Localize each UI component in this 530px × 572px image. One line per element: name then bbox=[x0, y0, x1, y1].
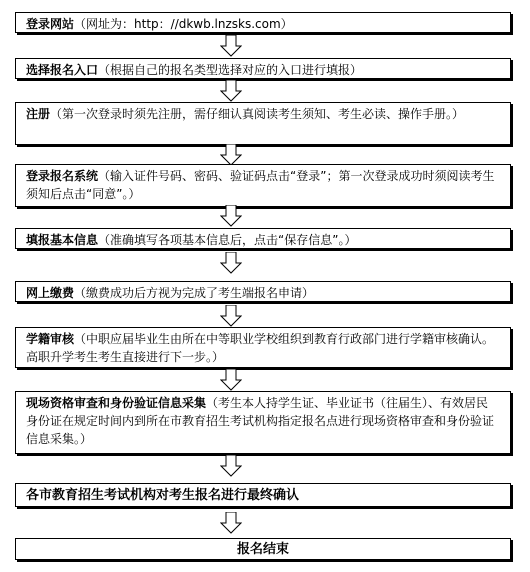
step-detail: （第一次登录时须先注册，需仔细认真阅读考生须知、考生必读、操作手册。） bbox=[50, 107, 465, 121]
step-title: 填报基本信息 bbox=[26, 233, 99, 247]
step-title: 网上缴费 bbox=[26, 286, 75, 300]
step-login-system bbox=[15, 164, 511, 207]
step-detail: （输入证件号码、密码、验证码点击“登录”；第一次登录成功时须阅读考生须知后点击“同意”。） bbox=[26, 169, 495, 201]
down-arrow-icon bbox=[220, 305, 242, 327]
step-login-website bbox=[15, 12, 511, 33]
down-arrow-icon bbox=[220, 80, 242, 102]
step-detail: （网址为：http：//dkwb.lnzsks.com） bbox=[74, 17, 293, 31]
down-arrow-icon bbox=[220, 144, 242, 166]
step-title: 登录报名系统 bbox=[26, 169, 99, 183]
step-title: 选择报名入口 bbox=[26, 63, 99, 77]
down-arrow-icon bbox=[220, 512, 242, 534]
step-detail: （缴费成功后方视为完成了考生端报名申请） bbox=[74, 286, 315, 300]
down-arrow-icon bbox=[220, 35, 242, 57]
down-arrow-icon bbox=[220, 252, 242, 274]
step-register bbox=[15, 102, 511, 145]
step-detail: （考生本人持学生证、毕业证书（往届生）、有效居民身份证在规定时间内到所在市教育招生考试机构指定报名点进行现场资格审查和身份验证信息采集。） bbox=[26, 396, 495, 446]
step-detail: （根据自己的报名类型选择对应的入口进行填报） bbox=[98, 63, 363, 77]
step-title: 报名结束 bbox=[236, 542, 289, 557]
step-title: 注册 bbox=[26, 107, 51, 121]
step-title: 现场资格审查和身份验证信息采集 bbox=[26, 396, 207, 410]
step-detail: （准确填写各项基本信息后，点击“保存信息”。） bbox=[98, 233, 357, 247]
step-title: 各市教育招生考试机构对考生报名进行最终确认 bbox=[26, 488, 300, 503]
step-choose-entry bbox=[15, 58, 511, 79]
step-final-confirmation bbox=[15, 483, 511, 507]
step-fill-info bbox=[15, 228, 511, 249]
step-onsite-verification bbox=[15, 391, 511, 454]
step-online-payment bbox=[15, 281, 511, 302]
down-arrow-icon bbox=[220, 455, 242, 477]
step-detail: （中职应届毕业生由所在中等职业学校组织到教育行政部门进行学籍审核确认。高职升学考生考生直接进行下一步。） bbox=[26, 332, 495, 364]
step-title: 登录网站 bbox=[26, 17, 75, 31]
step-enrollment-review bbox=[15, 327, 511, 368]
down-arrow-icon bbox=[220, 205, 242, 227]
down-arrow-icon bbox=[220, 369, 242, 391]
step-title: 学籍审核 bbox=[26, 332, 75, 346]
step-registration-end bbox=[15, 538, 511, 560]
